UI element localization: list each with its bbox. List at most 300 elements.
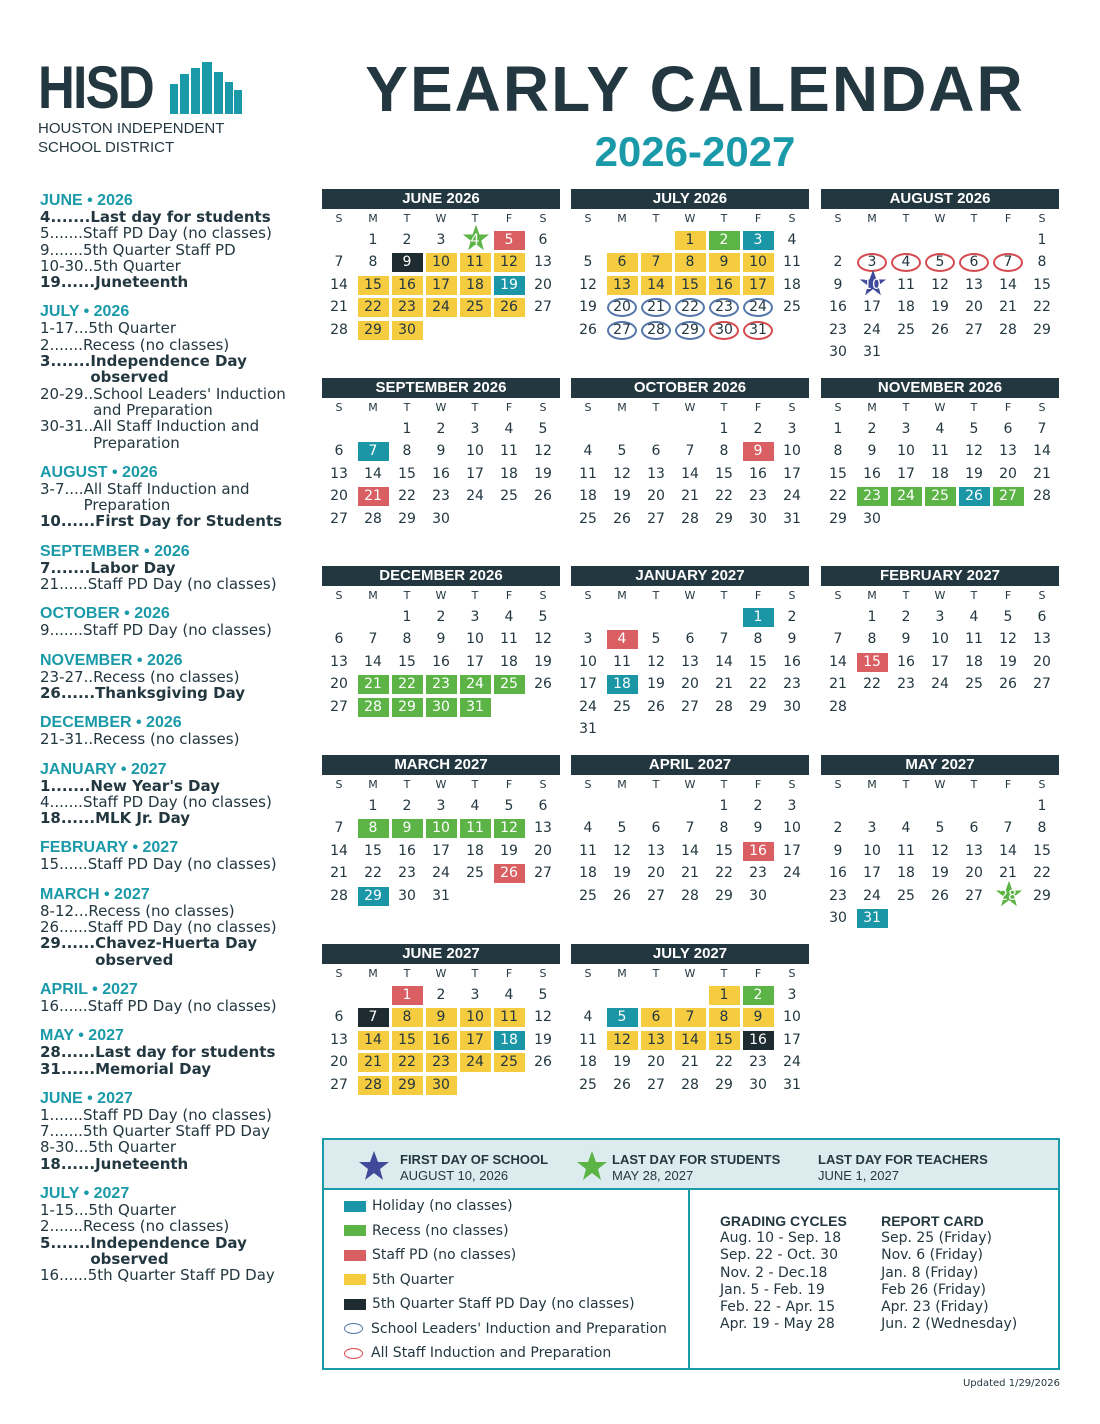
empty-cell (571, 606, 605, 629)
day-number: 26 (999, 676, 1017, 693)
day-number: 12 (931, 276, 949, 293)
day-number: 20 (330, 676, 348, 693)
day-number: 30 (392, 321, 423, 340)
day-number: 26 (613, 1076, 631, 1093)
day-number: 13 (330, 465, 348, 482)
event-leader-dots: ...... (59, 997, 88, 1015)
day-number: 3 (743, 231, 774, 250)
day-number: 30 (426, 698, 457, 717)
day-cell (775, 629, 809, 652)
day-number: 15 (392, 1031, 423, 1050)
event-item (40, 274, 310, 290)
day-cell (571, 1029, 605, 1052)
day-cell (605, 1074, 639, 1097)
day-cell (775, 274, 809, 297)
event-text: Juneteenth (95, 273, 189, 292)
weekday-label: F (754, 401, 762, 414)
event-date: 4 (40, 792, 50, 811)
legend-key (344, 1317, 688, 1342)
weekday-label: M (368, 967, 378, 980)
event-text: Independence Day observed (90, 1233, 247, 1268)
day-number: 6 (651, 820, 661, 837)
first-day-date: AUGUST 10, 2026 (400, 1168, 509, 1183)
month-header: NOVEMBER 2026 (821, 378, 1059, 398)
day-cell (571, 463, 605, 486)
day-cell (424, 418, 458, 441)
event-month: JULY • 2027 (40, 1184, 130, 1202)
day-cell (741, 486, 775, 509)
month-header: MARCH 2027 (322, 755, 560, 775)
day-number: 6 (334, 631, 344, 648)
day-number: 2 (436, 986, 446, 1003)
weekday-label: T (720, 967, 728, 980)
event-text: Recess (no classes) (93, 730, 240, 749)
day-cell (390, 696, 424, 719)
day-number: 18 (579, 865, 597, 882)
day-number: 19 (613, 488, 631, 505)
day-number: 2 (436, 608, 446, 625)
event-text: Staff PD Day (no classes) (87, 918, 277, 937)
day-number: 13 (607, 276, 638, 295)
day-cell (821, 885, 855, 908)
day-cell (991, 297, 1025, 320)
day-cell (424, 696, 458, 719)
month-grid (821, 586, 1059, 719)
day-number: 13 (647, 465, 665, 482)
day-number: 22 (863, 676, 881, 693)
weekday-label: T (471, 212, 479, 225)
day-cell (492, 486, 526, 509)
day-number: 24 (891, 487, 922, 506)
day-cell (707, 840, 741, 863)
month-grid (322, 586, 560, 719)
day-cell (605, 885, 639, 908)
day-cell (991, 252, 1025, 275)
weekday-label: S (335, 401, 343, 414)
day-cell (571, 486, 605, 509)
day-number: 9 (867, 443, 877, 460)
day-number: 29 (675, 321, 705, 340)
day-cell (605, 508, 639, 531)
weekday-label: M (867, 212, 877, 225)
legend-label: All Staff Induction and Preparation (371, 1345, 612, 1362)
day-number: 8 (402, 443, 412, 460)
day-cell (571, 252, 605, 275)
day-number: 20 (607, 298, 637, 317)
weekday-label: W (435, 212, 447, 225)
event-item (40, 1218, 310, 1234)
day-number: 3 (787, 986, 797, 1003)
day-number: 13 (641, 1031, 672, 1050)
day-cell (390, 319, 424, 342)
weekday-label: F (754, 212, 762, 225)
events-list (40, 192, 310, 1296)
grading-title: GRADING CYCLES (720, 1213, 847, 1229)
event-date: 30-31 (40, 417, 84, 436)
day-cell (707, 274, 741, 297)
legend-label: School Leaders' Induction and Preparation (371, 1320, 667, 1337)
day-cell (889, 319, 923, 342)
month-calendar (571, 378, 809, 531)
day-number: 18 (897, 299, 915, 316)
event-text: Thanksgiving Day (95, 683, 246, 702)
weekday-label: T (652, 401, 660, 414)
day-number: 18 (500, 465, 518, 482)
day-cell (1025, 606, 1059, 629)
day-number: 22 (715, 488, 733, 505)
day-number: 27 (993, 487, 1024, 506)
day-number: 7 (833, 631, 843, 648)
day-cell (639, 1007, 673, 1030)
day-cell (707, 795, 741, 818)
month-grid (571, 586, 809, 741)
event-item (40, 778, 310, 794)
day-cell (889, 252, 923, 275)
empty-cell (322, 229, 356, 252)
day-number: 21 (358, 1053, 389, 1072)
day-cell (741, 606, 775, 629)
day-number: 3 (857, 253, 887, 272)
day-cell (492, 441, 526, 464)
day-number: 16 (829, 299, 847, 316)
day-cell (390, 1074, 424, 1097)
day-number: 30 (749, 510, 767, 527)
day-number: 8 (402, 631, 412, 648)
day-number: 3 (470, 608, 480, 625)
month-header: MAY 2027 (821, 755, 1059, 775)
day-cell (707, 696, 741, 719)
day-cell (356, 252, 390, 275)
day-cell (775, 651, 809, 674)
day-number: 10 (466, 631, 484, 648)
day-number: 10 (783, 443, 801, 460)
event-item (40, 337, 310, 353)
weekday-label: S (834, 589, 842, 602)
empty-cell (821, 795, 855, 818)
day-number (993, 887, 1024, 906)
day-number: 11 (897, 276, 915, 293)
day-cell (424, 984, 458, 1007)
day-number: 24 (460, 1053, 491, 1072)
event-month: NOVEMBER • 2026 (40, 651, 183, 669)
day-number: 5 (504, 797, 514, 814)
empty-cell (639, 418, 673, 441)
event-text: Staff PD Day (no classes) (82, 224, 272, 243)
day-cell (639, 441, 673, 464)
day-cell (889, 840, 923, 863)
event-leader-dots: ...... (60, 1155, 96, 1172)
event-date: 19 (40, 273, 61, 292)
day-cell (991, 885, 1025, 908)
day-cell (855, 342, 889, 365)
day-number: 23 (709, 298, 739, 317)
month-calendar (322, 566, 560, 719)
day-cell (390, 274, 424, 297)
event-date: 9 (40, 621, 50, 640)
day-cell (673, 885, 707, 908)
weekday-label: W (435, 589, 447, 602)
empty-cell (571, 229, 605, 252)
event-leader-dots: ....... (49, 241, 83, 258)
event-date: 21 (40, 575, 60, 594)
day-number: 27 (1033, 676, 1051, 693)
day-cell (424, 629, 458, 652)
empty-cell (356, 984, 390, 1007)
day-number: 17 (863, 865, 881, 882)
event-date: 18 (40, 1154, 61, 1173)
day-number: 14 (681, 842, 699, 859)
day-number: 1 (675, 231, 706, 250)
day-number: 9 (392, 253, 423, 272)
day-number: 26 (579, 321, 597, 338)
day-number: 10 (466, 443, 484, 460)
day-cell (639, 1029, 673, 1052)
day-cell (390, 297, 424, 320)
weekday-label: T (970, 778, 978, 791)
day-cell (1025, 463, 1059, 486)
weekday-label: S (834, 778, 842, 791)
day-cell (923, 606, 957, 629)
day-number: 1 (709, 986, 740, 1005)
empty-cell (571, 795, 605, 818)
day-cell (424, 1029, 458, 1052)
day-cell (957, 418, 991, 441)
day-cell (821, 441, 855, 464)
day-number: 13 (330, 653, 348, 670)
day-number: 8 (753, 631, 763, 648)
empty-cell (639, 795, 673, 818)
day-cell (322, 486, 356, 509)
day-cell (356, 651, 390, 674)
day-cell (639, 863, 673, 886)
empty-cell (889, 229, 923, 252)
day-cell (571, 651, 605, 674)
day-cell (492, 863, 526, 886)
weekday-label: T (471, 589, 479, 602)
day-number: 16 (743, 1031, 774, 1050)
day-cell (957, 818, 991, 841)
day-number: 15 (709, 1031, 740, 1050)
day-cell (492, 463, 526, 486)
empty-cell (571, 984, 605, 1007)
day-number: 20 (330, 1054, 348, 1071)
day-number: 12 (494, 819, 525, 838)
event-month: JUNE • 2026 (40, 192, 133, 209)
event-text: 5th Quarter Staff PD Day (87, 1266, 275, 1285)
day-cell (424, 863, 458, 886)
day-number: 2 (833, 820, 843, 837)
school-year: 2026-2027 (594, 128, 796, 175)
event-item (40, 576, 310, 592)
event-group (40, 981, 310, 1014)
weekday-label: S (1038, 401, 1046, 414)
day-number: 17 (783, 842, 801, 859)
event-item (40, 560, 310, 576)
day-cell (571, 696, 605, 719)
weekday-label: T (652, 589, 660, 602)
event-item (40, 1123, 310, 1139)
blue-star-icon (358, 1150, 390, 1182)
day-number: 31 (579, 721, 597, 738)
weekday-label: F (505, 778, 513, 791)
day-cell (492, 1029, 526, 1052)
day-cell (390, 885, 424, 908)
weekday-label: S (788, 589, 796, 602)
day-number: 2 (833, 254, 843, 271)
day-cell (741, 229, 775, 252)
day-cell (356, 629, 390, 652)
day-number: 26 (534, 488, 552, 505)
day-number: 22 (1033, 865, 1051, 882)
weekday-label: M (368, 778, 378, 791)
day-number: 5 (617, 820, 627, 837)
day-number: 16 (432, 465, 450, 482)
event-text: First Day for Students (95, 512, 283, 531)
weekday-label: T (902, 778, 910, 791)
day-cell (1025, 297, 1059, 320)
day-number: 19 (931, 865, 949, 882)
weekday-label: M (617, 967, 627, 980)
day-cell (855, 885, 889, 908)
event-group (40, 652, 310, 702)
day-number: 5 (925, 253, 955, 272)
event-leader-dots: ....... (50, 559, 91, 577)
month-calendar (571, 944, 809, 1097)
day-cell (322, 863, 356, 886)
day-number: 17 (783, 1031, 801, 1048)
day-number: 7 (685, 820, 695, 837)
day-cell (605, 319, 639, 342)
day-number: 23 (749, 488, 767, 505)
day-number: 23 (783, 676, 801, 693)
day-number: 10 (897, 443, 915, 460)
day-cell (492, 674, 526, 697)
day-cell (356, 696, 390, 719)
day-number: 19 (500, 842, 518, 859)
day-cell (775, 984, 809, 1007)
weekday-label: W (934, 401, 946, 414)
day-cell (957, 319, 991, 342)
day-cell (821, 463, 855, 486)
day-number: 13 (965, 842, 983, 859)
event-item (40, 258, 310, 274)
day-number: 14 (675, 1031, 706, 1050)
day-number: 1 (719, 797, 729, 814)
event-group (40, 714, 310, 747)
day-number: 5 (935, 820, 945, 837)
day-cell (889, 274, 923, 297)
logo-text: HISD (38, 54, 154, 121)
day-number: 22 (715, 1054, 733, 1071)
day-cell (639, 319, 673, 342)
day-number: 21 (1033, 465, 1051, 482)
day-number: 19 (579, 299, 597, 316)
day-number: 17 (863, 299, 881, 316)
event-leader-dots: ...... (59, 1267, 88, 1284)
day-number: 31 (460, 698, 491, 717)
day-cell (889, 441, 923, 464)
day-number: 5 (494, 231, 525, 250)
day-number: 18 (466, 842, 484, 859)
day-number: 17 (426, 276, 457, 295)
day-cell (322, 840, 356, 863)
day-cell (957, 885, 991, 908)
day-number: 24 (931, 676, 949, 693)
event-item (40, 1107, 310, 1123)
day-number: 18 (579, 488, 597, 505)
empty-cell (707, 606, 741, 629)
weekday-label: T (720, 778, 728, 791)
day-cell (458, 818, 492, 841)
day-cell (1025, 319, 1059, 342)
day-number: 14 (364, 653, 382, 670)
day-number: 21 (829, 676, 847, 693)
day-cell (322, 696, 356, 719)
month-header: JUNE 2026 (322, 189, 560, 209)
weekday-label: T (403, 589, 411, 602)
event-text: Memorial Day (95, 1059, 212, 1078)
day-cell (605, 674, 639, 697)
day-cell (424, 795, 458, 818)
day-number: 24 (863, 321, 881, 338)
day-cell (855, 418, 889, 441)
day-cell (458, 252, 492, 275)
weekday-label: M (867, 778, 877, 791)
day-number: 5 (1003, 608, 1013, 625)
day-cell (424, 508, 458, 531)
weekday-label: S (584, 778, 592, 791)
event-item (40, 481, 310, 514)
event-date: 16 (40, 996, 60, 1015)
empty-cell (821, 606, 855, 629)
weekday-label: S (788, 778, 796, 791)
day-cell (1025, 840, 1059, 863)
day-cell (639, 651, 673, 674)
weekday-label: S (335, 212, 343, 225)
day-cell (424, 297, 458, 320)
weekday-label: F (754, 967, 762, 980)
event-leader-dots: ....... (49, 1106, 83, 1124)
day-number: 21 (358, 487, 389, 506)
event-text: Recess (no classes) (93, 667, 240, 686)
day-cell (741, 674, 775, 697)
day-cell (458, 984, 492, 1007)
event-date: 4 (40, 208, 51, 226)
weekday-label: T (902, 212, 910, 225)
day-cell (741, 1052, 775, 1075)
day-number: 3 (787, 420, 797, 437)
event-item (40, 1044, 310, 1060)
event-group (40, 464, 310, 530)
day-cell (821, 674, 855, 697)
weekday-label: M (617, 401, 627, 414)
day-cell (821, 342, 855, 365)
day-cell (605, 696, 639, 719)
day-cell (605, 463, 639, 486)
first-day-key (400, 1152, 548, 1184)
weekday-label: T (652, 778, 660, 791)
event-leader-dots: ....... (49, 1218, 83, 1235)
event-date: 8-30 (40, 1138, 75, 1157)
weekday-label: T (403, 401, 411, 414)
event-leader-dots: ....... (49, 336, 83, 354)
day-cell (605, 486, 639, 509)
day-number: 5 (651, 631, 661, 648)
day-cell (526, 229, 560, 252)
day-cell (957, 274, 991, 297)
day-cell (673, 629, 707, 652)
day-cell (639, 1052, 673, 1075)
